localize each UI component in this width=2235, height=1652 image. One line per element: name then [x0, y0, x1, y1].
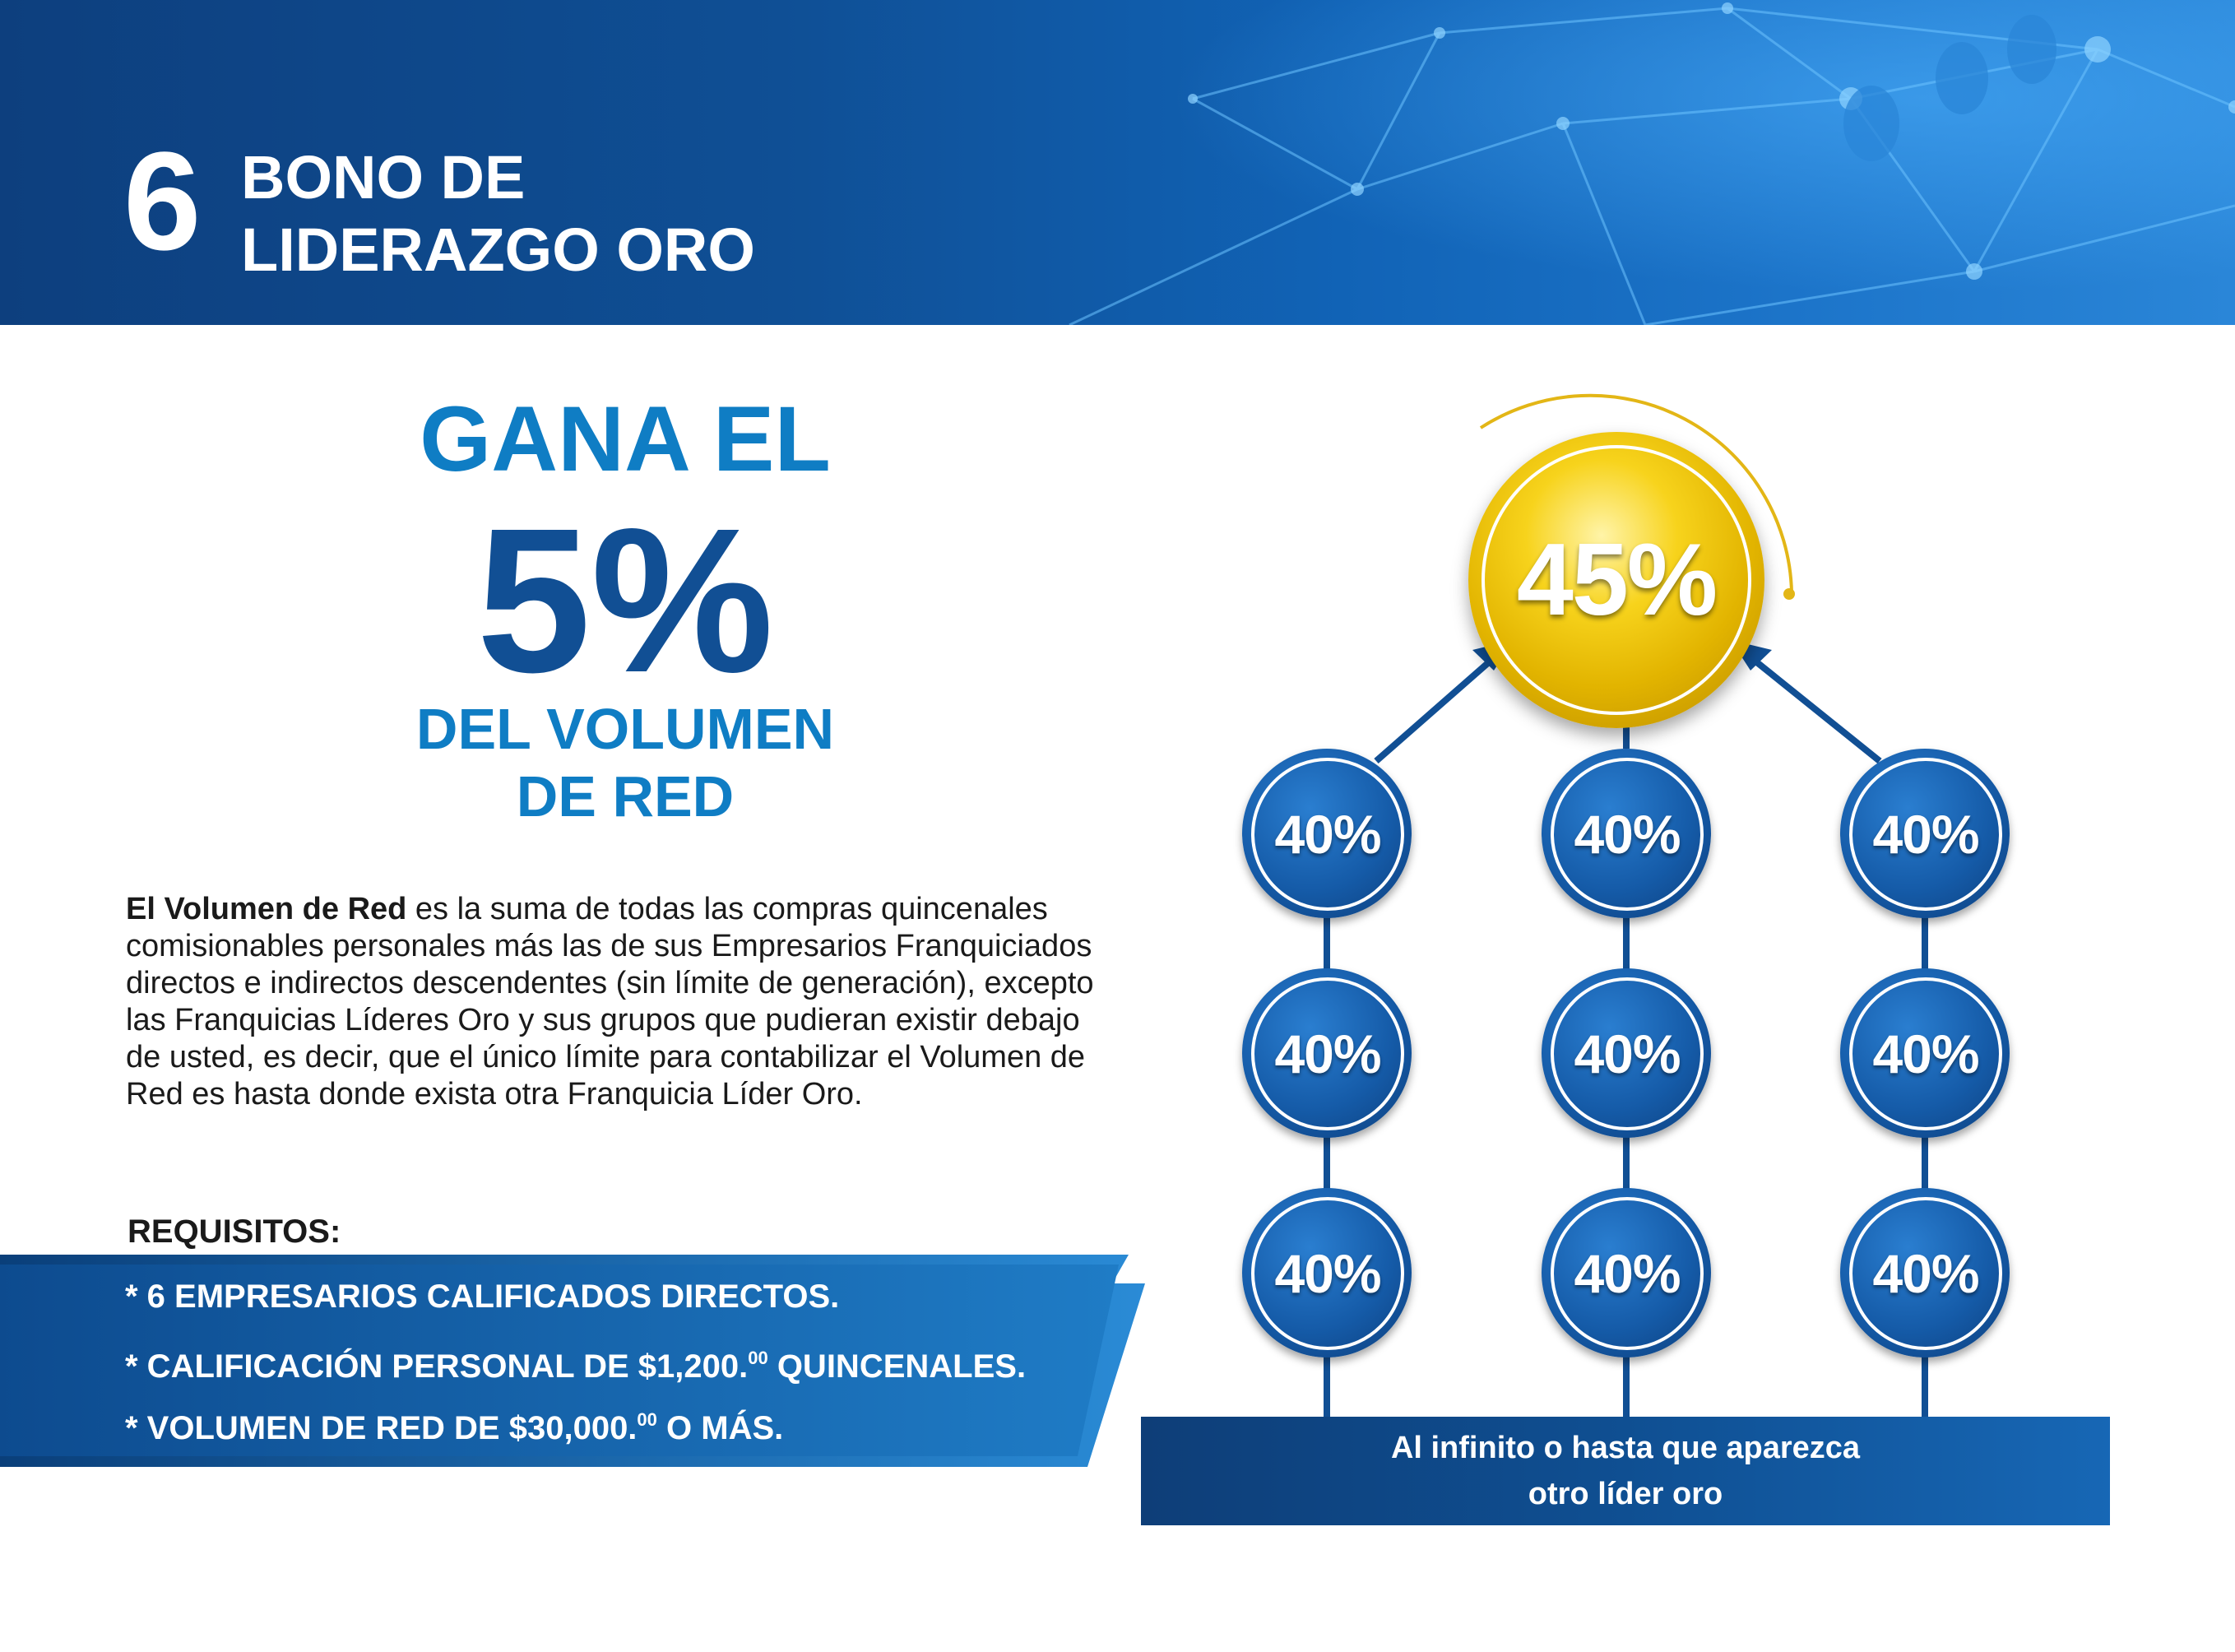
section-title-line2: LIDERAZGO ORO — [241, 216, 755, 284]
headline-gana: GANA EL — [420, 387, 831, 490]
network-node: 40% — [1840, 749, 2010, 918]
gold-leader-value: 45% — [1481, 445, 1751, 715]
network-node: 40% — [1242, 749, 1412, 918]
network-node: 40% — [1542, 968, 1711, 1138]
section-title-line1: BONO DE — [241, 143, 526, 211]
requirement-item-1: * 6 EMPRESARIOS CALIFICADOS DIRECTOS. — [125, 1278, 840, 1315]
infinite-footer-box — [1141, 1417, 2110, 1525]
requirement-item-3: * VOLUMEN DE RED DE $30,000.00 O MÁS. — [125, 1409, 784, 1446]
network-node: 40% — [1840, 1188, 2010, 1357]
infinite-footer-line1: Al infinito o hasta que aparezca — [1390, 1431, 1861, 1465]
section-number: 6 — [123, 123, 202, 280]
network-node: 40% — [1840, 968, 2010, 1138]
gold-leader-node — [1468, 432, 1764, 728]
description-lead: El Volumen de Red — [126, 892, 407, 926]
network-node: 40% — [1242, 968, 1412, 1138]
requirements-title: REQUISITOS: — [128, 1213, 341, 1250]
headline-percent: 5% — [476, 485, 774, 715]
network-node: 40% — [1542, 749, 1711, 918]
requirement-item-2: * CALIFICACIÓN PERSONAL DE $1,200.00 QUINCENALES. — [125, 1348, 1027, 1385]
infinite-footer-line2: otro líder oro — [1528, 1477, 1723, 1511]
network-node: 40% — [1242, 1188, 1412, 1357]
headline-volume-line2: DE RED — [516, 764, 735, 828]
description-body: es la suma de todas las compras quincenales comisionables personales más las de sus Empresarios Franquiciados directos e indirectos descendentes (sin límite de generación), excepto las Franquicias Líderes Oro y sus grupos que pudieran existir debajo de usted, es decir, que el único límite para contabilizar el Volumen de Red es hasta donde exista otra Franquicia Líder Oro. — [126, 892, 1094, 1111]
headline-volume-line1: DEL VOLUMEN — [415, 697, 835, 761]
network-node: 40% — [1542, 1188, 1711, 1357]
